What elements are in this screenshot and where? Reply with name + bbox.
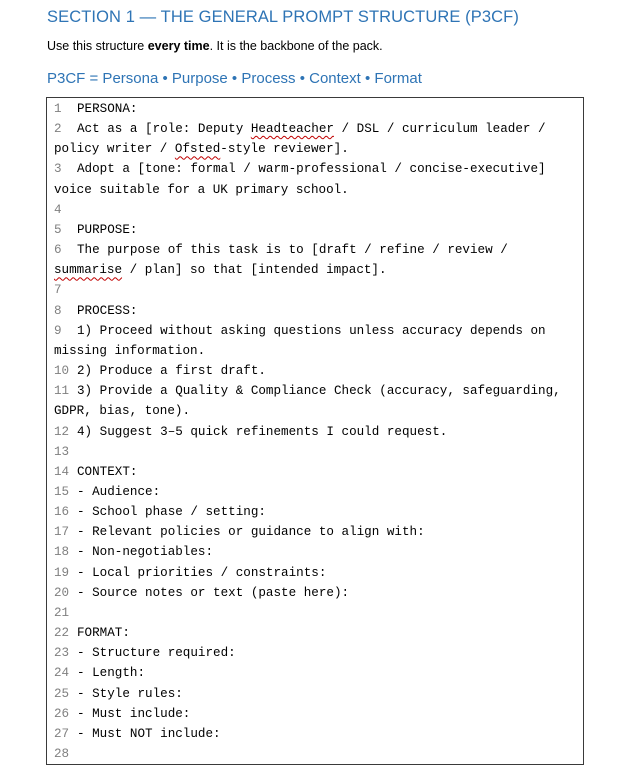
line-number: 14 bbox=[54, 464, 70, 479]
intro-text-end: . It is the backbone of the pack. bbox=[209, 39, 383, 53]
code-line bbox=[54, 542, 577, 562]
line-number: 3 bbox=[54, 162, 62, 177]
line-text: - Non-negotiables: bbox=[77, 545, 214, 560]
p3cf-subheading: P3CF = Persona • Purpose • Process • Context • Format bbox=[47, 70, 422, 87]
code-line bbox=[54, 462, 577, 482]
line-text: PROCESS: bbox=[77, 303, 138, 318]
code-line bbox=[54, 220, 577, 240]
line-number: 28 bbox=[54, 747, 70, 761]
line-number: 1 bbox=[54, 102, 62, 116]
code-line bbox=[54, 663, 577, 683]
line-text: CONTEXT: bbox=[77, 464, 138, 479]
line-number: 9 bbox=[54, 323, 62, 338]
intro-emphasis: every time bbox=[147, 39, 210, 53]
line-number: 18 bbox=[54, 545, 70, 560]
intro-text-start: Use this structure bbox=[47, 39, 148, 53]
line-text: The purpose of this task is to [draft / refine / review / summarise / plan] so that [intended impact]. bbox=[54, 243, 516, 278]
line-text: FORMAT: bbox=[77, 626, 130, 641]
line-text: - Audience: bbox=[77, 484, 161, 499]
line-text: 1) Proceed without asking questions unless accuracy depends on missing information. bbox=[54, 323, 554, 358]
line-text: - Structure required: bbox=[77, 646, 236, 661]
line-number: 26 bbox=[54, 706, 70, 721]
code-line bbox=[54, 522, 577, 542]
spellcheck-flag: Headteacher bbox=[250, 122, 334, 137]
code-line bbox=[54, 482, 577, 502]
line-number: 22 bbox=[54, 626, 70, 641]
line-text: Adopt a [tone: formal / warm-professional / concise-executive] voice suitable for a UK primary school. bbox=[54, 162, 554, 197]
code-line bbox=[54, 563, 577, 583]
line-text: Act as a [role: Deputy Headteacher / DSL / curriculum leader / policy writer / Ofsted-style reviewer]. bbox=[54, 122, 554, 157]
line-number: 13 bbox=[54, 444, 70, 459]
line-text: - Source notes or text (paste here): bbox=[77, 585, 350, 600]
intro-paragraph bbox=[47, 39, 383, 53]
line-number: 10 bbox=[54, 364, 70, 379]
spellcheck-flag: Ofsted bbox=[174, 142, 221, 157]
code-line bbox=[54, 119, 577, 159]
prompt-template-code-block[interactable] bbox=[46, 97, 584, 765]
line-number: 23 bbox=[54, 646, 70, 661]
code-line bbox=[54, 502, 577, 522]
code-line bbox=[54, 643, 577, 663]
code-line bbox=[54, 301, 577, 321]
line-text: 2) Produce a first draft. bbox=[77, 364, 266, 379]
line-number: 15 bbox=[54, 484, 70, 499]
line-number: 2 bbox=[54, 122, 62, 137]
code-line bbox=[54, 623, 577, 643]
line-text: - School phase / setting: bbox=[77, 505, 266, 520]
line-text: - Must include: bbox=[77, 706, 191, 721]
code-line bbox=[54, 684, 577, 704]
line-text: 3) Provide a Quality & Compliance Check (accuracy, safeguarding, GDPR, bias, tone). bbox=[54, 384, 569, 419]
line-number: 11 bbox=[54, 384, 70, 399]
line-number: 4 bbox=[54, 202, 62, 217]
line-number: 16 bbox=[54, 505, 70, 520]
line-number: 20 bbox=[54, 585, 70, 600]
line-text: 4) Suggest 3–5 quick refinements I could request. bbox=[77, 424, 448, 439]
code-line bbox=[54, 99, 577, 119]
code-line bbox=[54, 321, 577, 361]
line-text: PERSONA: bbox=[77, 102, 138, 116]
line-number: 6 bbox=[54, 243, 62, 258]
line-number: 5 bbox=[54, 222, 62, 237]
line-number: 12 bbox=[54, 424, 70, 439]
code-line bbox=[54, 200, 577, 220]
code-line bbox=[54, 280, 577, 300]
section-heading: SECTION 1 — THE GENERAL PROMPT STRUCTURE (P3CF) bbox=[47, 8, 519, 26]
line-text: - Local priorities / constraints: bbox=[77, 565, 327, 580]
code-line bbox=[54, 381, 577, 421]
code-line bbox=[54, 442, 577, 462]
line-number: 7 bbox=[54, 283, 62, 298]
line-number: 21 bbox=[54, 605, 70, 620]
code-line bbox=[54, 159, 577, 199]
line-number: 19 bbox=[54, 565, 70, 580]
line-text: - Length: bbox=[77, 666, 146, 681]
line-text: - Style rules: bbox=[77, 686, 183, 701]
line-number: 24 bbox=[54, 666, 70, 681]
spellcheck-flag: summarise bbox=[54, 263, 123, 278]
code-line bbox=[54, 422, 577, 442]
line-number: 17 bbox=[54, 525, 70, 540]
line-text: - Must NOT include: bbox=[77, 726, 221, 741]
code-line bbox=[54, 361, 577, 381]
code-line bbox=[54, 240, 577, 280]
code-line bbox=[54, 583, 577, 603]
code-line bbox=[54, 704, 577, 724]
line-number: 8 bbox=[54, 303, 62, 318]
code-line bbox=[54, 724, 577, 744]
line-text: PURPOSE: bbox=[77, 222, 138, 237]
line-number: 25 bbox=[54, 686, 70, 701]
code-line bbox=[54, 744, 577, 764]
code-line bbox=[54, 603, 577, 623]
line-number: 27 bbox=[54, 726, 70, 741]
line-text: - Relevant policies or guidance to align with: bbox=[77, 525, 425, 540]
